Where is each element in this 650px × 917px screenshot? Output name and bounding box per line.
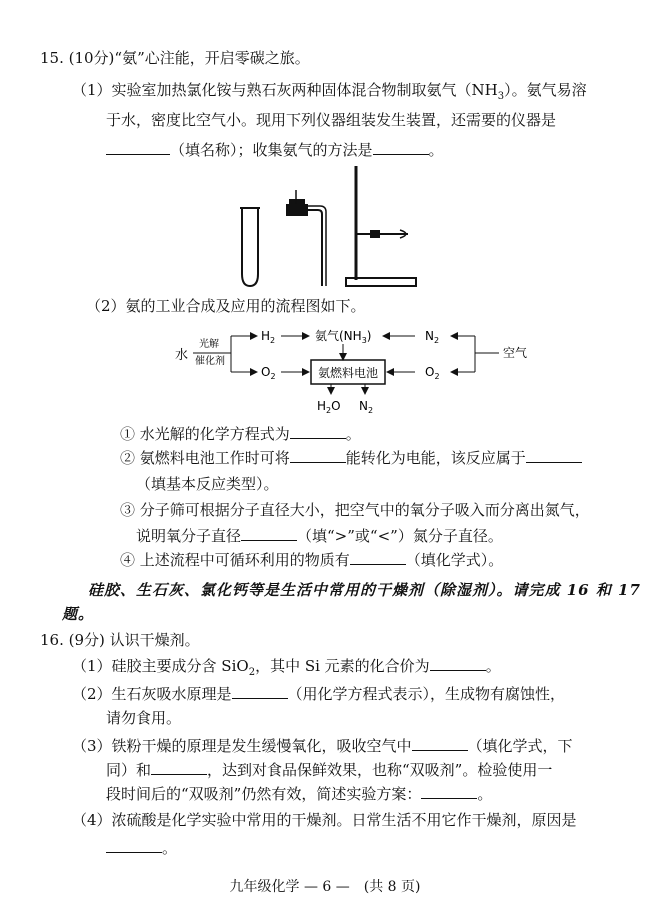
ammonia-flow-diagram bbox=[165, 322, 545, 416]
flow-n2: $N_2$ bbox=[425, 329, 440, 345]
q15-header: 15. (10分)“氨”心注能，开启零碳之旅。 bbox=[40, 49, 310, 67]
period: 。 bbox=[345, 425, 361, 443]
answer-blank-reaction-type[interactable] bbox=[526, 448, 582, 463]
answer-blank-reason[interactable] bbox=[106, 838, 162, 853]
q16-p3-text-a: （3）铁粉干燥的原理是发生缓慢氧化，吸收空气中 bbox=[72, 737, 412, 755]
iron-stand-icon bbox=[346, 166, 416, 286]
subscript: 2 bbox=[248, 667, 256, 678]
answer-blank-energy-type[interactable] bbox=[290, 448, 346, 463]
q16-p1-text: （1）硅胶主要成分含 SiO bbox=[72, 657, 249, 675]
flow-fuel-cell: 氨燃料电池 bbox=[318, 366, 379, 380]
answer-blank-instrument[interactable] bbox=[106, 140, 170, 155]
flow-catalyst: 催化剂 bbox=[195, 356, 225, 367]
answer-blank-photolysis-equation[interactable] bbox=[290, 424, 346, 439]
q15-p1-text-end: ）。氨气易溶 bbox=[504, 81, 587, 99]
q16-p1-text-b: ，其中 Si 元素的化合价为 bbox=[255, 657, 430, 675]
flow-o2-right: $O_2$ bbox=[425, 365, 440, 381]
answer-blank-compare[interactable] bbox=[241, 526, 297, 541]
flow-o2: $O_2$ bbox=[261, 365, 276, 381]
period: 。 bbox=[477, 785, 493, 803]
q16-p3 bbox=[72, 736, 573, 756]
q15-p1-text: （1）实验室加热氯化铵与熟石灰两种固体混合物制取氨气（NH bbox=[72, 81, 498, 99]
q16-p2 bbox=[72, 684, 565, 704]
q15-s3-text-b: 说明氧分子直径 bbox=[136, 527, 242, 545]
q16-p3-cont2 bbox=[106, 784, 492, 804]
test-tube-icon bbox=[240, 208, 260, 286]
q16-p3-text-d: ，达到对食品保鲜效果，也称“双吸剂”。检验使用一 bbox=[207, 761, 553, 779]
subscript: 3 bbox=[497, 91, 505, 102]
q15-s4-text-end: （填化学式）。 bbox=[405, 551, 504, 569]
q16-p2-cont: 请勿食用。 bbox=[106, 709, 182, 727]
q15-p1-line3-text: （填名称）；收集氨气的方法是 bbox=[170, 141, 373, 159]
q15-s3: ③ 分子筛可根据分子直径大小，把空气中的氧分子吸入而分离出氮气， bbox=[120, 501, 590, 519]
q15-s3-cont bbox=[136, 526, 503, 546]
q16-p3-text-b: （填化学式，下 bbox=[467, 737, 573, 755]
flow-ammonia: 氨气$(NH_3)$ bbox=[315, 329, 372, 345]
q15-s2-text-b: 能转化为电能，该反应属于 bbox=[345, 449, 526, 467]
answer-blank-lime-equation[interactable] bbox=[232, 684, 288, 699]
flow-h2: $H_2$ bbox=[261, 329, 276, 345]
q15-s2 bbox=[120, 448, 582, 468]
q15-s4-text: ④ 上述流程中可循环利用的物质有 bbox=[120, 551, 350, 569]
q15-p2-title: （2）氨的工业合成及应用的流程图如下。 bbox=[86, 297, 366, 315]
flow-h2o: $H_2O$ bbox=[317, 399, 341, 415]
q15-s2-text-a: ② 氨燃料电池工作时可将 bbox=[120, 449, 290, 467]
flow-photolysis: 光解 bbox=[199, 339, 219, 350]
q15-s1 bbox=[120, 424, 361, 444]
answer-blank-valence[interactable] bbox=[430, 656, 486, 671]
apparatus-illustration bbox=[230, 162, 430, 294]
answer-blank-substance-2[interactable] bbox=[151, 760, 207, 775]
stopper-tube-icon bbox=[286, 190, 326, 286]
q16-p3-text-e: 段时间后的“双吸剂”仍然有效，简述实验方案： bbox=[106, 785, 422, 803]
q16-header: 16. (9分) 认识干燥剂。 bbox=[40, 631, 200, 649]
flow-water: 水 bbox=[175, 348, 189, 363]
answer-blank-recycle[interactable] bbox=[350, 550, 406, 565]
answer-blank-collect-method[interactable] bbox=[373, 140, 429, 155]
period: 。 bbox=[162, 839, 178, 857]
q15-s3-text-c: （填“>”或“<”）氮分子直径。 bbox=[297, 527, 503, 545]
q16-p3-cont bbox=[106, 760, 552, 780]
answer-blank-experiment[interactable] bbox=[421, 784, 477, 799]
q16-p3-text-c: 同）和 bbox=[106, 761, 152, 779]
q15-s1-text: ① 水光解的化学方程式为 bbox=[120, 425, 290, 443]
q16-p2-text-a: （2）生石灰吸水原理是 bbox=[72, 685, 232, 703]
intro-note-line2: 题。 bbox=[62, 605, 95, 623]
q15-p1-line3 bbox=[106, 140, 444, 160]
period: 。 bbox=[485, 657, 501, 675]
intro-note-line1: 硅胶、生石灰、氯化钙等是生活中常用的干燥剂（除湿剂）。请完成 16 和 17 bbox=[88, 581, 641, 599]
period: 。 bbox=[428, 141, 444, 159]
flow-air: 空气 bbox=[503, 346, 528, 360]
q15-s4 bbox=[120, 550, 503, 570]
q16-p4: （4）浓硫酸是化学实验中常用的干燥剂。日常生活不用它作干燥剂，原因是 bbox=[72, 811, 577, 829]
answer-blank-substance-1[interactable] bbox=[412, 736, 468, 751]
page-footer: 九年级化学 — 6 — (共 8 页) bbox=[229, 879, 421, 895]
flow-n2-out: $N_2$ bbox=[359, 399, 374, 415]
q15-p1-line2: 于水，密度比空气小。现用下列仪器组装发生装置，还需要的仪器是 bbox=[106, 111, 557, 129]
q15-s2-cont: （填基本反应类型）。 bbox=[136, 475, 279, 493]
q16-p1 bbox=[72, 656, 501, 683]
q15-p1-line1 bbox=[72, 80, 587, 107]
q16-p4-cont bbox=[106, 838, 177, 858]
q16-p2-text-b: （用化学方程式表示），生成物有腐蚀性， bbox=[287, 685, 566, 703]
